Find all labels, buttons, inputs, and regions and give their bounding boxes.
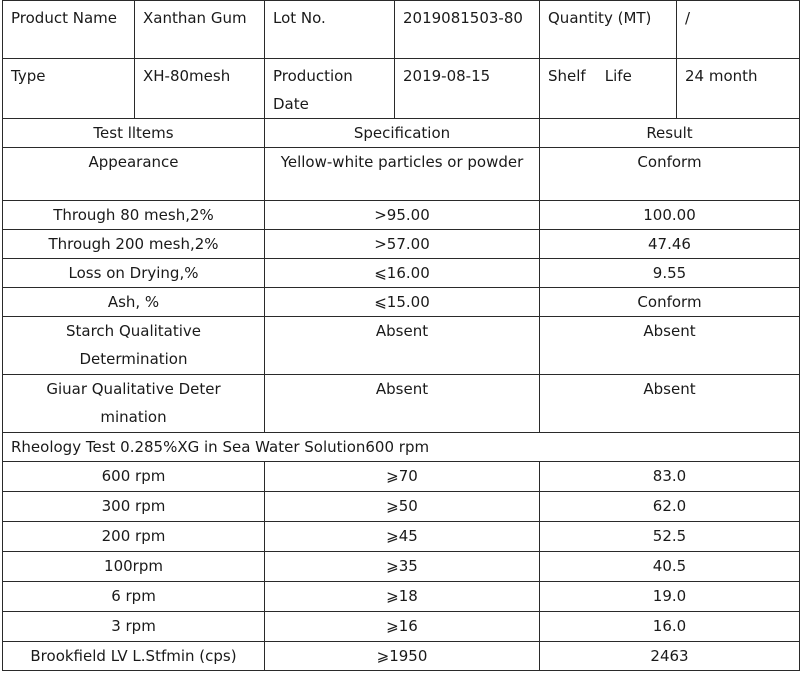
specification: ⩾1950 xyxy=(265,642,540,671)
result: Conform xyxy=(540,288,800,317)
result: 47.46 xyxy=(540,230,800,259)
test-item: 3 rpm xyxy=(3,612,265,642)
result: 100.00 xyxy=(540,201,800,230)
result: 40.5 xyxy=(540,552,800,582)
table-row xyxy=(3,259,800,288)
coa-table xyxy=(2,0,800,671)
table-row xyxy=(3,317,800,375)
result: 19.0 xyxy=(540,582,800,612)
test-item: 200 rpm xyxy=(3,522,265,552)
result: Absent xyxy=(540,317,800,375)
table-row xyxy=(3,642,800,671)
product-name-label: Product Name xyxy=(3,1,135,59)
table-row xyxy=(3,612,800,642)
specification: Absent xyxy=(265,375,540,433)
table-row xyxy=(3,462,800,492)
product-name-value: Xanthan Gum xyxy=(135,1,265,59)
table-row xyxy=(3,375,800,433)
test-item: 100rpm xyxy=(3,552,265,582)
lot-value: 2019081503-80 xyxy=(395,1,540,59)
table-row xyxy=(3,148,800,201)
production-date-label: Production Date xyxy=(265,59,395,119)
result: 9.55 xyxy=(540,259,800,288)
rheology-title-row xyxy=(3,433,800,462)
shelf-life-label: Shelf Life xyxy=(540,59,677,119)
result: 16.0 xyxy=(540,612,800,642)
result: 83.0 xyxy=(540,462,800,492)
type-value: XH-80mesh xyxy=(135,59,265,119)
quantity-value: / xyxy=(677,1,800,59)
test-item: Starch Qualitative Determination xyxy=(3,317,265,375)
test-item: Through 200 mesh,2% xyxy=(3,230,265,259)
specification: ⩾35 xyxy=(265,552,540,582)
test-item: 600 rpm xyxy=(3,462,265,492)
specification: Absent xyxy=(265,317,540,375)
test-item: Ash, % xyxy=(3,288,265,317)
result: 62.0 xyxy=(540,492,800,522)
header-row-product xyxy=(3,1,800,59)
table-row xyxy=(3,288,800,317)
specification: ⩾70 xyxy=(265,462,540,492)
table-row xyxy=(3,522,800,552)
lot-label: Lot No. xyxy=(265,1,395,59)
col-test-items: Test lltems xyxy=(3,119,265,148)
specification: ⩾50 xyxy=(265,492,540,522)
result: 52.5 xyxy=(540,522,800,552)
specification: ⩽15.00 xyxy=(265,288,540,317)
col-result: Result xyxy=(540,119,800,148)
col-specification: Specification xyxy=(265,119,540,148)
result: 2463 xyxy=(540,642,800,671)
production-date-value: 2019-08-15 xyxy=(395,59,540,119)
table-row xyxy=(3,582,800,612)
test-item: Appearance xyxy=(3,148,265,201)
table-row xyxy=(3,230,800,259)
table-row xyxy=(3,552,800,582)
shelf-life-value: 24 month xyxy=(677,59,800,119)
test-item: Through 80 mesh,2% xyxy=(3,201,265,230)
type-label: Type xyxy=(3,59,135,119)
specification: Yellow-white particles or powder xyxy=(265,148,540,201)
header-row-type xyxy=(3,59,800,119)
result: Absent xyxy=(540,375,800,433)
result: Conform xyxy=(540,148,800,201)
specification: >95.00 xyxy=(265,201,540,230)
specification: ⩾45 xyxy=(265,522,540,552)
test-item: 300 rpm xyxy=(3,492,265,522)
rheology-title: Rheology Test 0.285%XG in Sea Water Solution600 rpm xyxy=(3,433,800,462)
specification: ⩽16.00 xyxy=(265,259,540,288)
table-row xyxy=(3,201,800,230)
column-header-row xyxy=(3,119,800,148)
specification: >57.00 xyxy=(265,230,540,259)
specification: ⩾18 xyxy=(265,582,540,612)
table-row xyxy=(3,492,800,522)
test-item: Giuar Qualitative Deter mination xyxy=(3,375,265,433)
specification: ⩾16 xyxy=(265,612,540,642)
quantity-label: Quantity (MT) xyxy=(540,1,677,59)
test-item: Loss on Drying,% xyxy=(3,259,265,288)
test-item: Brookfield LV L.Stfmin (cps) xyxy=(3,642,265,671)
test-item: 6 rpm xyxy=(3,582,265,612)
